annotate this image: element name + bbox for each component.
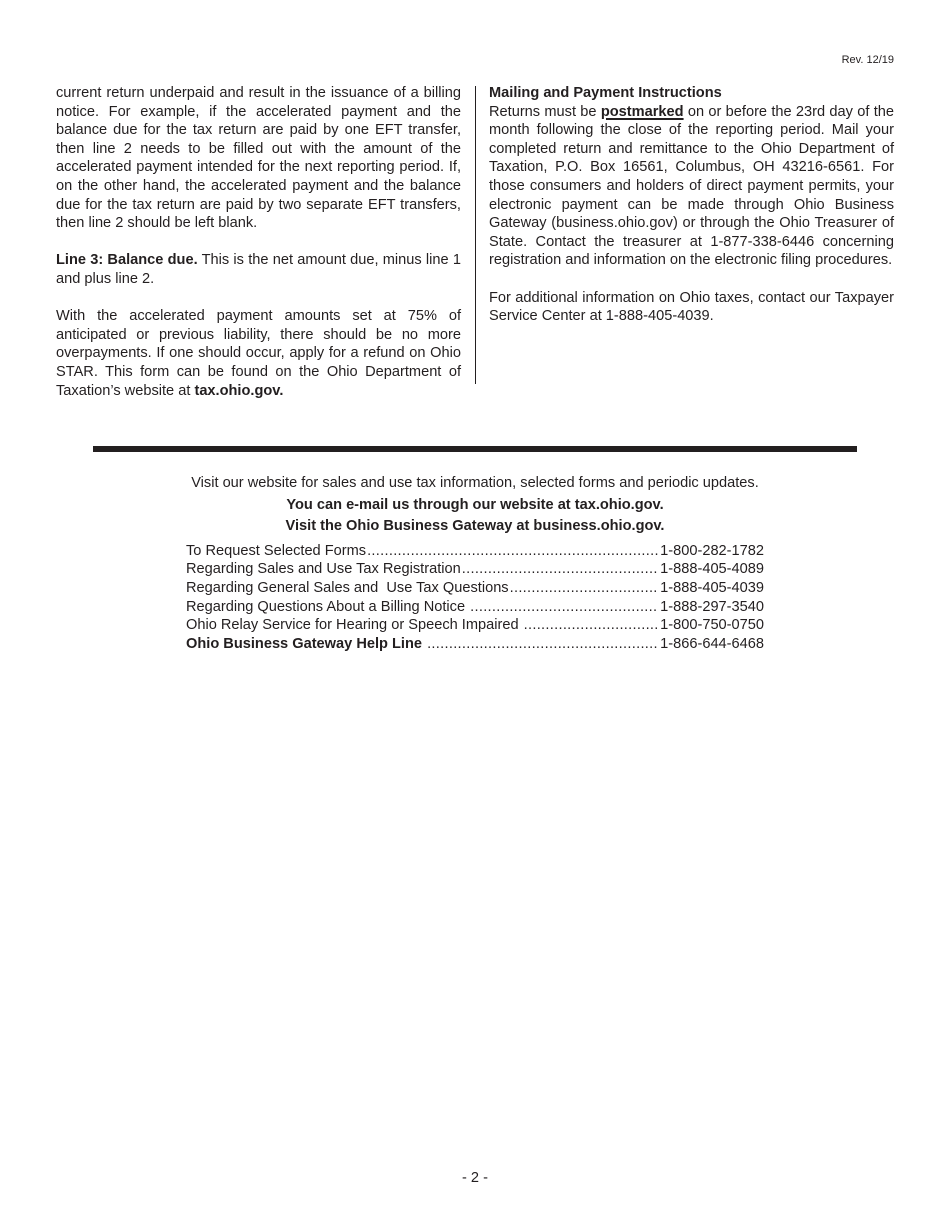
additional-info-paragraph: For additional information on Ohio taxes, contact our Taxpayer Service Center at 1-888-405-4039. (489, 289, 894, 325)
contact-section (0, 474, 950, 655)
tax-website-link[interactable]: tax.ohio.gov. (194, 382, 284, 399)
billing-notice-paragraph: current return underpaid and result in the issuance of a billing notice. For example, if the accelerated payment and the balance due for the tax return are paid by one EFT transfer, then line 2 needs to be filled out with the amount of the accelerated payment intended for the next reporting period. If, on the other hand, the accelerated payment and the balance due for the tax return are paid by two separate EFT transfers, then line 2 should be left blank. (56, 85, 461, 232)
phone-label: Regarding Questions About a Billing Notice (186, 598, 470, 615)
line3-heading: Line 3: Balance due. (56, 252, 198, 269)
refund-text: With the accelerated payment amounts set at 75% of anticipated or previous liability, there should be no more overpayments. If one should occur, apply for a refund on Ohio STAR. This form can be found on the Ohio Department of Taxation’s website at (56, 308, 461, 399)
phone-directory (186, 543, 764, 655)
phone-label: Regarding Sales and Use Tax Registration (186, 561, 461, 578)
dot-leader (470, 599, 658, 615)
right-column (489, 84, 894, 326)
phone-label: Ohio Relay Service for Hearing or Speech Impaired (186, 617, 523, 634)
phone-row (186, 599, 764, 618)
dot-leader (367, 543, 658, 559)
phone-row (186, 543, 764, 562)
phone-number: 1-800-750-0750 (660, 617, 764, 634)
phone-label: To Request Selected Forms (186, 542, 367, 559)
mailing-text-pre: Returns must be (489, 103, 601, 120)
line3-text: This is the net amount due, minus line 1 and plus line 2. (56, 252, 461, 287)
dot-leader (510, 580, 659, 596)
dot-leader (462, 561, 658, 577)
phone-number: 1-866-644-6468 (660, 635, 764, 652)
phone-label: Ohio Business Gateway Help Line (186, 635, 427, 652)
dot-leader (524, 617, 659, 633)
phone-row (186, 580, 764, 599)
dot-leader (427, 636, 658, 652)
phone-row (186, 617, 764, 636)
website-info-line: Visit our website for sales and use tax information, selected forms and periodic updates. (191, 475, 759, 491)
refund-paragraph (56, 307, 461, 400)
mailing-paragraph (489, 103, 894, 270)
phone-number: 1-888-297-3540 (660, 598, 764, 615)
section-rule (93, 446, 857, 452)
email-info-line: You can e-mail us through our website at tax.ohio.gov. (286, 496, 664, 513)
revision-date: Rev. 12/19 (841, 54, 894, 66)
column-divider (475, 86, 476, 384)
phone-number: 1-800-282-1782 (660, 542, 764, 559)
phone-label: Regarding General Sales and Use Tax Questions (186, 579, 509, 596)
phone-number: 1-888-405-4089 (660, 561, 764, 578)
phone-row (186, 561, 764, 580)
line3-paragraph (56, 251, 461, 288)
mailing-text-post: on or before the 23rd day of the month following the close of the reporting period. Mail your completed return and remittance to the Ohio Department of Taxation, P.O. Box 16561, Columbus, OH 43216-6561. For those consumers and holders of direct payment permits, your electronic payment can be made through Ohio Business Gateway (business.ohio.gov) or through the Ohio Treasurer of State. Contact the treasurer at 1-877-338-6446 concerning registration and information on the electronic filing procedures. (489, 103, 894, 269)
left-column (56, 84, 461, 400)
phone-number: 1-888-405-4039 (660, 579, 764, 596)
gateway-info-line: Visit the Ohio Business Gateway at business.ohio.gov. (285, 518, 665, 534)
postmarked-emphasis: postmarked (600, 103, 684, 120)
phone-row (186, 636, 764, 655)
page-number: - 2 - (462, 1170, 488, 1186)
mailing-heading: Mailing and Payment Instructions (489, 85, 722, 101)
